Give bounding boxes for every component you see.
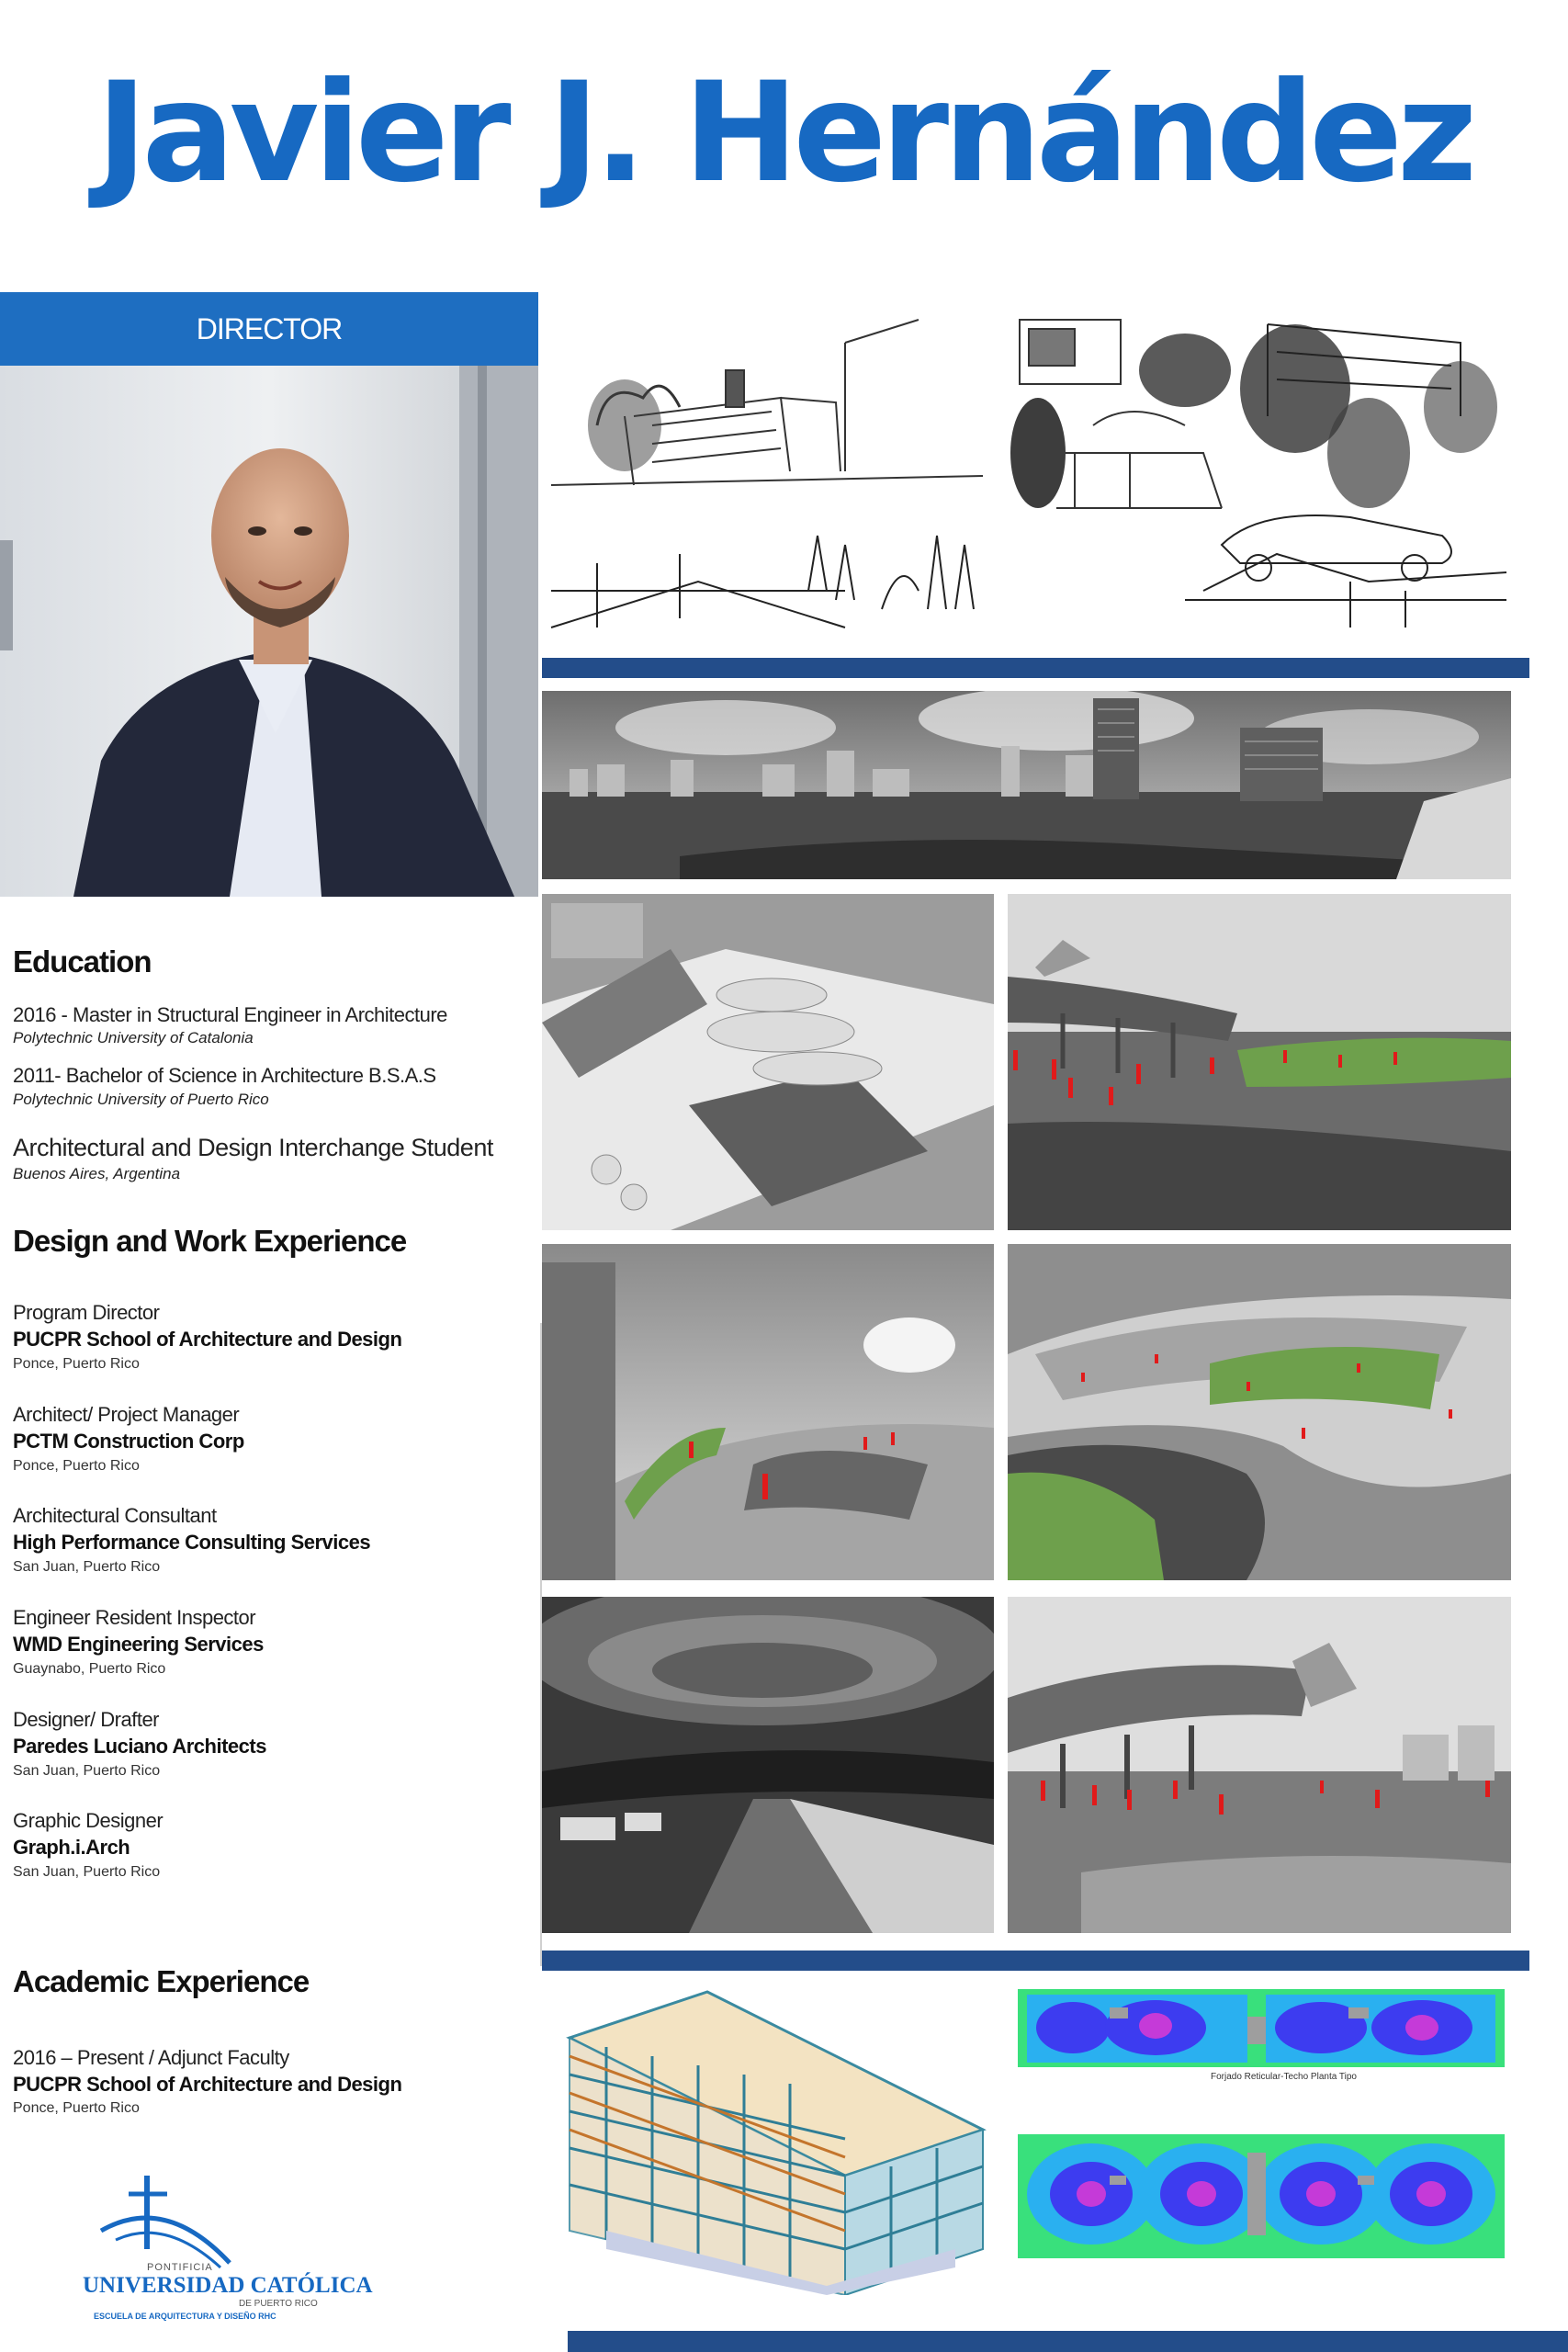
logo-line-3: DE PUERTO RICO bbox=[239, 2299, 318, 2309]
work-org-3: High Performance Consulting Services bbox=[13, 1531, 371, 1554]
academic-role-1: 2016 – Present / Adjunct Faculty bbox=[13, 2046, 289, 2069]
page-title: Javier J. Hernández bbox=[96, 53, 1472, 213]
education-school-1: Polytechnic University of Catalonia bbox=[13, 1029, 254, 1046]
work-location-6: San Juan, Puerto Rico bbox=[13, 1864, 161, 1880]
render-canopy-aerial bbox=[1008, 1244, 1511, 1580]
slab-caption: Forjado Reticular-Techo Planta Tipo bbox=[1211, 2072, 1357, 2082]
gallery-divider-2 bbox=[542, 1951, 1529, 1971]
work-location-5: San Juan, Puerto Rico bbox=[13, 1763, 161, 1779]
work-org-2: PCTM Construction Corp bbox=[13, 1430, 244, 1453]
panorama-photo bbox=[542, 691, 1511, 879]
structural-frame-model bbox=[551, 1983, 1001, 2295]
render-canopy-view-1 bbox=[1008, 894, 1511, 1230]
work-role-5: Designer/ Drafter bbox=[13, 1708, 160, 1731]
footer-bar bbox=[568, 2331, 1568, 2352]
work-location-2: Ponce, Puerto Rico bbox=[13, 1458, 140, 1474]
work-location-3: San Juan, Puerto Rico bbox=[13, 1559, 161, 1575]
gallery-divider-1 bbox=[542, 658, 1529, 678]
portrait-photo bbox=[0, 366, 538, 897]
work-org-4: WMD Engineering Services bbox=[13, 1633, 264, 1656]
sketch-collage bbox=[542, 315, 1534, 650]
render-underpass bbox=[542, 1597, 994, 1933]
academic-location-1: Ponce, Puerto Rico bbox=[13, 2100, 140, 2116]
work-org-5: Paredes Luciano Architects bbox=[13, 1735, 266, 1758]
logo-line-1: PONTIFICIA bbox=[147, 2262, 213, 2273]
education-heading: Education bbox=[13, 944, 152, 978]
work-location-1: Ponce, Puerto Rico bbox=[13, 1356, 140, 1372]
logo-line-2: UNIVERSIDAD CATÓLICA bbox=[83, 2273, 373, 2298]
slab-stress-map-2 bbox=[1018, 2125, 1505, 2263]
education-degree-2: 2011- Bachelor of Science in Architecture B.S.A.S bbox=[13, 1064, 436, 1087]
work-role-1: Program Director bbox=[13, 1301, 160, 1324]
education-degree-1: 2016 - Master in Structural Engineer in Architecture bbox=[13, 1003, 447, 1026]
work-org-1: PUCPR School of Architecture and Design bbox=[13, 1328, 402, 1351]
work-role-3: Architectural Consultant bbox=[13, 1504, 217, 1527]
work-location-4: Guaynabo, Puerto Rico bbox=[13, 1661, 166, 1677]
education-exchange-place: Buenos Aires, Argentina bbox=[13, 1165, 181, 1182]
work-heading: Design and Work Experience bbox=[13, 1224, 407, 1258]
academic-org-1: PUCPR School of Architecture and Design bbox=[13, 2073, 402, 2096]
work-role-6: Graphic Designer bbox=[13, 1809, 164, 1832]
education-school-2: Polytechnic University of Puerto Rico bbox=[13, 1091, 269, 1108]
work-role-2: Architect/ Project Manager bbox=[13, 1403, 240, 1426]
education-exchange: Architectural and Design Interchange Student bbox=[13, 1134, 493, 1161]
role-banner: DIRECTOR bbox=[0, 292, 538, 366]
university-logo bbox=[83, 2176, 373, 2323]
academic-heading: Academic Experience bbox=[13, 1964, 310, 1998]
slab-stress-map-1 bbox=[1018, 1980, 1505, 2099]
render-street-view bbox=[542, 1244, 994, 1580]
render-canopy-view-2 bbox=[1008, 1597, 1511, 1933]
render-model-aerial bbox=[542, 894, 994, 1230]
work-org-6: Graph.i.Arch bbox=[13, 1836, 130, 1859]
work-role-4: Engineer Resident Inspector bbox=[13, 1606, 256, 1629]
logo-line-4: ESCUELA DE ARQUITECTURA Y DISEÑO RHC bbox=[94, 2312, 276, 2321]
